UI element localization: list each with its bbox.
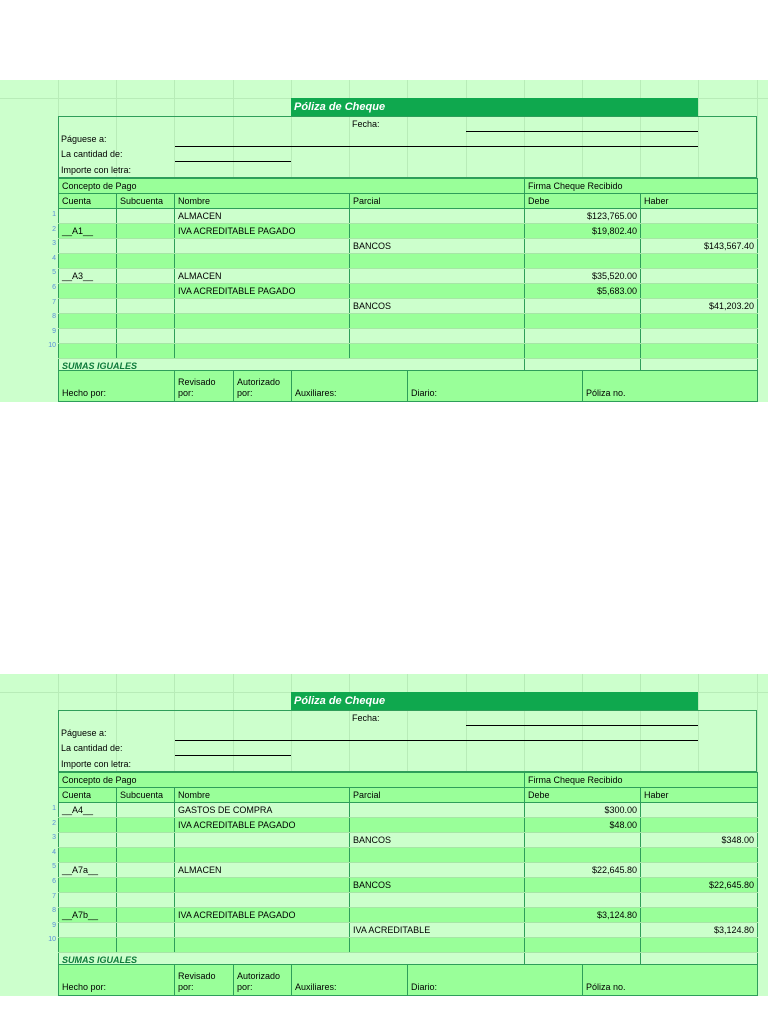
entry-row	[59, 863, 758, 878]
fecha-label: Fecha:	[352, 119, 380, 129]
autorizado-label: Autorizado por:	[234, 371, 292, 402]
fecha-label: Fecha:	[352, 713, 380, 723]
col-parcial: Parcial	[350, 788, 525, 803]
haber-cell[interactable]: $22,645.80	[641, 878, 758, 893]
subcuenta-cell[interactable]	[117, 239, 175, 254]
nombre-cell[interactable]	[175, 299, 350, 314]
revisado-label: Revisado por:	[175, 371, 234, 402]
haber-cell[interactable]	[641, 284, 758, 299]
debe-cell[interactable]	[525, 329, 641, 344]
haber-cell[interactable]	[641, 314, 758, 329]
parcial-cell[interactable]	[350, 269, 525, 284]
parcial-cell[interactable]	[350, 908, 525, 923]
parcial-cell[interactable]	[350, 938, 525, 953]
haber-cell[interactable]	[641, 818, 758, 833]
haber-cell[interactable]	[641, 893, 758, 908]
cuenta-cell[interactable]	[59, 818, 117, 833]
sumas-label: SUMAS IGUALES	[59, 953, 525, 968]
parcial-cell[interactable]: BANCOS	[350, 299, 525, 314]
row-number: 7	[52, 892, 56, 900]
cuenta-cell[interactable]	[59, 314, 117, 329]
parcial-cell[interactable]	[350, 344, 525, 359]
entry-row	[59, 209, 758, 224]
col-nombre: Nombre	[175, 788, 350, 803]
row-number: 2	[52, 819, 56, 827]
paguese-label: Páguese a:	[61, 134, 107, 144]
cantidad-label: La cantidad de:	[61, 149, 123, 159]
parcial-cell[interactable]	[350, 803, 525, 818]
haber-cell[interactable]	[641, 269, 758, 284]
autorizado-label: Autorizado por:	[234, 965, 292, 996]
subcuenta-cell[interactable]	[117, 908, 175, 923]
subcuenta-cell[interactable]	[117, 254, 175, 269]
parcial-cell[interactable]	[350, 848, 525, 863]
row-number: 1	[52, 211, 56, 218]
importe-label: Importe con letra:	[61, 759, 132, 769]
concepto-row	[59, 773, 758, 788]
debe-cell[interactable]	[525, 254, 641, 269]
row-number: 2	[52, 225, 56, 233]
parcial-cell[interactable]: BANCOS	[350, 239, 525, 254]
cuenta-cell[interactable]: __A7b__	[59, 908, 117, 923]
entry-row	[59, 833, 758, 848]
poliza-table	[58, 178, 758, 374]
subcuenta-cell[interactable]	[117, 329, 175, 344]
row-number: 8	[52, 313, 56, 321]
subcuenta-cell[interactable]	[117, 848, 175, 863]
parcial-cell[interactable]	[350, 863, 525, 878]
subcuenta-cell[interactable]	[117, 224, 175, 239]
debe-cell[interactable]	[525, 938, 641, 953]
subcuenta-cell[interactable]	[117, 893, 175, 908]
row-number: 8	[52, 907, 56, 915]
row-number: 9	[52, 327, 56, 335]
row-number: 10	[48, 936, 56, 944]
nombre-cell[interactable]	[175, 254, 350, 269]
parcial-cell[interactable]: BANCOS	[350, 878, 525, 893]
fecha-line	[466, 725, 698, 726]
diario-label: Diario:	[408, 965, 583, 996]
debe-cell[interactable]: $5,683.00	[525, 284, 641, 299]
cuenta-cell[interactable]	[59, 209, 117, 224]
entry-row	[59, 818, 758, 833]
entry-row	[59, 803, 758, 818]
row-number: 1	[52, 805, 56, 812]
row-number: 10	[48, 342, 56, 350]
debe-cell[interactable]	[525, 833, 641, 848]
cantidad-line	[175, 755, 291, 756]
cuenta-cell[interactable]	[59, 893, 117, 908]
column-header-row	[59, 194, 758, 209]
haber-cell[interactable]: $143,567.40	[641, 239, 758, 254]
cuenta-cell[interactable]	[59, 254, 117, 269]
nombre-cell[interactable]	[175, 833, 350, 848]
cantidad-label: La cantidad de:	[61, 743, 123, 753]
entry-row	[59, 329, 758, 344]
entry-row	[59, 239, 758, 254]
debe-cell[interactable]: $22,645.80	[525, 863, 641, 878]
debe-cell[interactable]	[525, 848, 641, 863]
nombre-cell[interactable]: IVA ACREDITABLE PAGADO	[175, 908, 350, 923]
subcuenta-cell[interactable]	[117, 269, 175, 284]
debe-cell[interactable]: $3,124.80	[525, 908, 641, 923]
entry-row	[59, 848, 758, 863]
debe-cell[interactable]: $35,520.00	[525, 269, 641, 284]
footer-row	[59, 965, 758, 996]
col-cuenta: Cuenta	[59, 194, 117, 209]
nombre-cell[interactable]: ALMACEN	[175, 269, 350, 284]
entry-row	[59, 938, 758, 953]
nombre-cell[interactable]: ALMACEN	[175, 209, 350, 224]
debe-cell[interactable]	[525, 314, 641, 329]
row-number: 7	[52, 298, 56, 306]
haber-cell[interactable]: $348.00	[641, 833, 758, 848]
parcial-cell[interactable]	[350, 818, 525, 833]
debe-cell[interactable]: $300.00	[525, 803, 641, 818]
debe-cell[interactable]	[525, 239, 641, 254]
nombre-cell[interactable]	[175, 878, 350, 893]
cuenta-cell[interactable]	[59, 344, 117, 359]
firma-label: Firma Cheque Recibido	[525, 773, 758, 788]
parcial-cell[interactable]	[350, 224, 525, 239]
row-number: 5	[52, 269, 56, 277]
entry-row	[59, 284, 758, 299]
poliza-no-label: Póliza no.	[583, 965, 758, 996]
entry-row	[59, 908, 758, 923]
haber-cell[interactable]: $3,124.80	[641, 923, 758, 938]
nombre-cell[interactable]: IVA ACREDITABLE PAGADO	[175, 284, 350, 299]
header-box	[58, 116, 757, 178]
nombre-cell[interactable]	[175, 344, 350, 359]
poliza-sheet-2	[0, 674, 768, 996]
nombre-cell[interactable]: GASTOS DE COMPRA	[175, 803, 350, 818]
haber-cell[interactable]	[641, 848, 758, 863]
col-haber: Haber	[641, 788, 758, 803]
cuenta-cell[interactable]	[59, 833, 117, 848]
cuenta-cell[interactable]	[59, 239, 117, 254]
subcuenta-cell[interactable]	[117, 284, 175, 299]
poliza-sheet-1	[0, 80, 768, 402]
footer-table	[58, 964, 758, 996]
row-number: 3	[52, 834, 56, 842]
parcial-cell[interactable]	[350, 284, 525, 299]
subcuenta-cell[interactable]	[117, 209, 175, 224]
subcuenta-cell[interactable]	[117, 863, 175, 878]
entry-row	[59, 923, 758, 938]
concepto-row	[59, 179, 758, 194]
row-number: 4	[52, 254, 56, 262]
subcuenta-cell[interactable]	[117, 299, 175, 314]
haber-cell[interactable]	[641, 254, 758, 269]
subcuenta-cell[interactable]	[117, 878, 175, 893]
nombre-cell[interactable]	[175, 314, 350, 329]
row-number: 5	[52, 863, 56, 871]
nombre-cell[interactable]: IVA ACREDITABLE PAGADO	[175, 224, 350, 239]
subcuenta-cell[interactable]	[117, 923, 175, 938]
haber-cell[interactable]	[641, 863, 758, 878]
parcial-cell[interactable]	[350, 254, 525, 269]
fecha-line	[466, 131, 698, 132]
poliza-title: Póliza de Cheque	[291, 98, 698, 116]
subcuenta-cell[interactable]	[117, 938, 175, 953]
paguese-label: Páguese a:	[61, 728, 107, 738]
column-header-row	[59, 788, 758, 803]
poliza-table	[58, 772, 758, 968]
header-box	[58, 710, 757, 772]
entry-row	[59, 224, 758, 239]
cuenta-cell[interactable]: __A7a__	[59, 863, 117, 878]
col-subcuenta: Subcuenta	[117, 788, 175, 803]
debe-cell[interactable]	[525, 299, 641, 314]
cuenta-cell[interactable]	[59, 299, 117, 314]
nombre-cell[interactable]	[175, 923, 350, 938]
cuenta-cell[interactable]	[59, 938, 117, 953]
cuenta-cell[interactable]	[59, 848, 117, 863]
entry-row	[59, 269, 758, 284]
paguese-line	[175, 740, 698, 741]
auxiliares-label: Auxiliares:	[292, 371, 408, 402]
paguese-line	[175, 146, 698, 147]
row-number: 6	[52, 878, 56, 885]
cantidad-line	[175, 161, 291, 162]
row-number: 3	[52, 240, 56, 248]
col-cuenta: Cuenta	[59, 788, 117, 803]
nombre-cell[interactable]: ALMACEN	[175, 863, 350, 878]
subcuenta-cell[interactable]	[117, 314, 175, 329]
row-number: 6	[52, 284, 56, 291]
poliza-title: Póliza de Cheque	[291, 692, 698, 710]
debe-cell[interactable]	[525, 923, 641, 938]
debe-cell[interactable]	[525, 878, 641, 893]
cuenta-cell[interactable]	[59, 284, 117, 299]
entry-row	[59, 878, 758, 893]
nombre-cell[interactable]	[175, 893, 350, 908]
cuenta-cell[interactable]: __A4__	[59, 803, 117, 818]
parcial-cell[interactable]: BANCOS	[350, 833, 525, 848]
debe-cell[interactable]: $123,765.00	[525, 209, 641, 224]
row-number: 4	[52, 848, 56, 856]
parcial-cell[interactable]	[350, 209, 525, 224]
subcuenta-cell[interactable]	[117, 833, 175, 848]
haber-cell[interactable]	[641, 209, 758, 224]
footer-row	[59, 371, 758, 402]
debe-cell[interactable]	[525, 344, 641, 359]
haber-cell[interactable]	[641, 908, 758, 923]
poliza-no-label: Póliza no.	[583, 371, 758, 402]
concepto-label: Concepto de Pago	[59, 773, 525, 788]
entry-row	[59, 893, 758, 908]
col-debe: Debe	[525, 788, 641, 803]
entry-row	[59, 254, 758, 269]
footer-table	[58, 370, 758, 402]
nombre-cell[interactable]: IVA ACREDITABLE PAGADO	[175, 818, 350, 833]
col-haber: Haber	[641, 194, 758, 209]
nombre-cell[interactable]	[175, 239, 350, 254]
cuenta-cell[interactable]	[59, 878, 117, 893]
col-debe: Debe	[525, 194, 641, 209]
entry-row	[59, 299, 758, 314]
cuenta-cell[interactable]: __A1__	[59, 224, 117, 239]
haber-cell[interactable]	[641, 938, 758, 953]
entry-row	[59, 314, 758, 329]
parcial-cell[interactable]	[350, 893, 525, 908]
haber-cell[interactable]	[641, 344, 758, 359]
haber-cell[interactable]	[641, 224, 758, 239]
diario-label: Diario:	[408, 371, 583, 402]
subcuenta-cell[interactable]	[117, 803, 175, 818]
col-subcuenta: Subcuenta	[117, 194, 175, 209]
col-nombre: Nombre	[175, 194, 350, 209]
parcial-cell[interactable]	[350, 314, 525, 329]
hecho-label: Hecho por:	[59, 371, 175, 402]
haber-cell[interactable]: $41,203.20	[641, 299, 758, 314]
concepto-label: Concepto de Pago	[59, 179, 525, 194]
hecho-label: Hecho por:	[59, 965, 175, 996]
revisado-label: Revisado por:	[175, 965, 234, 996]
debe-cell[interactable]: $48.00	[525, 818, 641, 833]
auxiliares-label: Auxiliares:	[292, 965, 408, 996]
haber-cell[interactable]	[641, 803, 758, 818]
subcuenta-cell[interactable]	[117, 818, 175, 833]
entry-row	[59, 344, 758, 359]
row-number: 9	[52, 921, 56, 929]
parcial-cell[interactable]: IVA ACREDITABLE	[350, 923, 525, 938]
nombre-cell[interactable]	[175, 329, 350, 344]
cuenta-cell[interactable]: __A3__	[59, 269, 117, 284]
debe-cell[interactable]: $19,802.40	[525, 224, 641, 239]
cuenta-cell[interactable]	[59, 329, 117, 344]
cuenta-cell[interactable]	[59, 923, 117, 938]
haber-cell[interactable]	[641, 329, 758, 344]
parcial-cell[interactable]	[350, 329, 525, 344]
importe-label: Importe con letra:	[61, 165, 132, 175]
debe-cell[interactable]	[525, 893, 641, 908]
sumas-label: SUMAS IGUALES	[59, 359, 525, 374]
firma-label: Firma Cheque Recibido	[525, 179, 758, 194]
subcuenta-cell[interactable]	[117, 344, 175, 359]
nombre-cell[interactable]	[175, 848, 350, 863]
nombre-cell[interactable]	[175, 938, 350, 953]
col-parcial: Parcial	[350, 194, 525, 209]
